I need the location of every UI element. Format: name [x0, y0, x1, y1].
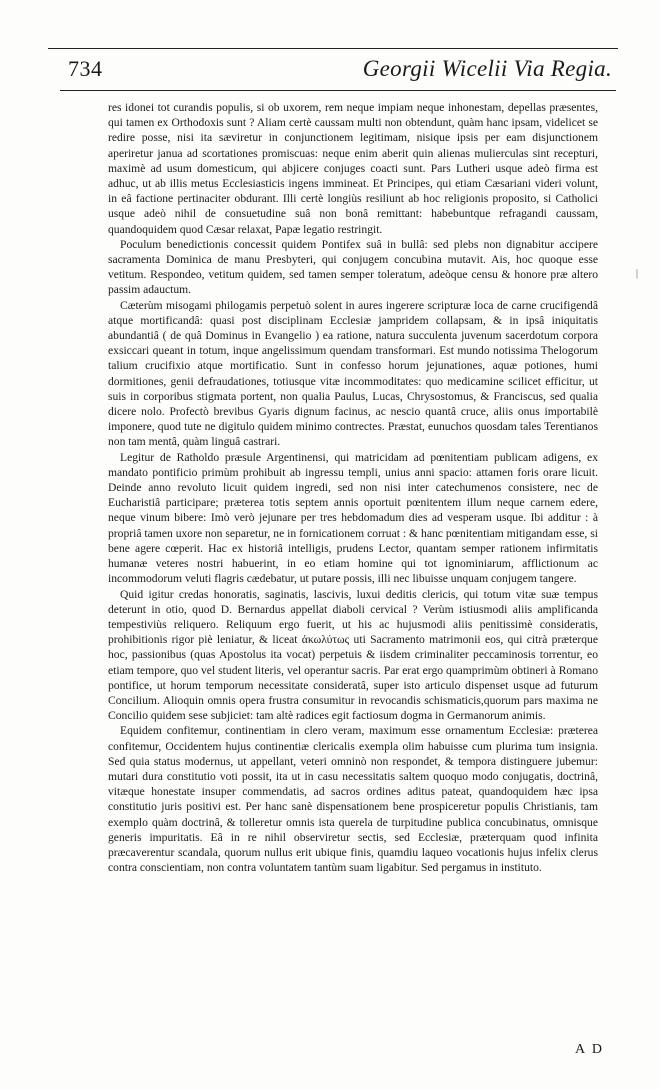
page-header: [60, 56, 612, 86]
running-title: Georgii Wicelii Via Regia.: [362, 56, 612, 81]
header-rule: [60, 90, 616, 91]
paragraph: Legitur de Ratholdo præsule Argentinensi, qui matricidam ad pœnitentiam publicam adigens, ex mandato pontificio primùm prohibuit ab ingressu templi, unius anni spacio: attamen foris orare licuit. Deinde anno revoluto licuit quidem ingredi, sed non nisi inter catechumenos consistere, nec de Eucharistiâ participare; præterea totis septem annis oportuit pœnitentem illum neque carnem edere, neque vinum bibere: Imò verò jejunare per tres hebdomadum dies ad vesperam usque. Ibi additur : à propriâ tamen uxore non separetur, ne in fornicationem corruat : & hanc pœnitentiam mitigandam esse, si bene agere cœperit. Hac ex historiâ intelligis, prudens Lector, quantam semper rationem infirmitatis humanæ veteres nostri habuerint, in eo etiam homine qui tot ignominiarum, afflictionum ac incommodorum veluti flagris cædebatur, ut putare possis, illi nec libuisse unquam conjugem tangere.: [108, 450, 598, 586]
paragraph: Cæterùm misogami philogamis perpetuò solent in aures ingerere scripturæ loca de carne crucifigendâ atque mortificandâ: quasi post disciplinam Ecclesiæ jampridem collapsam, & in ipsâ iniquitatis abundantiâ ( de quâ Dominus in Evangelio ) ea ratione, natura succulenta juvenum sacerdotum corpora exsiccari queant in totum, inque angelissimum quendam transformari. Est mundo notissima Thelogorum talium crucifixio atque mortificatio. Sunt in confesso horum jejunationes, aquæ potiones, humi dormitiones, genii defraudationes, totiusque vitæ incommoditates: quo medicamine scilicet efficitur, ut suis in corporibus stigmata portent, non qualia Paulus, Lucas, Chrysostomus, & Franciscus, sed qualia dicere nolo. Profectò brevibus Gyaris dignum facinus, ac nescio quantâ cruce, aliis onus importabilè imponere, quod tute ne digitulo quidem minimo contrectes. Præstat, eunuchos quosdam tales Terentianos non tam mentâ, quàm linguâ castrari.: [108, 298, 598, 449]
page-number: 734: [68, 56, 103, 81]
top-rule: [48, 48, 618, 49]
paragraph: Poculum benedictionis concessit quidem Pontifex suâ in bullâ: sed plebs non dignabitur accipere sacramenta Dominica de manu Presbyteri, qui conjugem concubina mutavit. Ais, hoc quoque esse vetitum. Respondeo, vetitum quidem, sed tamen semper toleratum, adeòque censu & honore præ altero passim adauctum.: [108, 237, 598, 297]
body-text: [108, 100, 598, 1070]
paragraph: Quid igitur credas honoratis, saginatis, lascivis, luxui deditis clericis, qui totum vitæ suæ tempus deterunt in otio, quod D. Bernardus appellat diaboli cervical ? Verùm istiusmodi aliis amplificanda tempestiviùs reliquero. Reliquum ergo fuerit, ut his ac hujusmodi aliis penitissimè consideratis, prohibitionis rigor piè leniatur, & liceat ἀκωλύτως uti Sacramento matrimonii eos, qui citrà præterque hoc, passionibus (quas Apostolus ita vocat) perpetuis & iisdem criminaliter peccaminosis torrentur, eo etiam tempore, quo vel student literis, vel operantur sacris. Par erat ergo quamprimùm obtineri à Romano pontifice, ut horum temporum necessitate consideratâ, super isto articulo dispenset usque ad futurum Concilium. Alioquin omnis opera frustra consumitur in revocandis schismaticis,quorum pars maxima ne Concilio quidem sese subjiciet: tam altè radices egit factiosum dogma in Germanorum animis.: [108, 587, 598, 723]
paragraph: res idonei tot curandis populis, si ob uxorem, rem neque impiam neque inhonestam, depellas præsentes, qui tamen ex Orthodoxis sunt ? Aliam certè caussam multi non obtendunt, quàm hanc ipsam, videlicet se redire posse, nisi ita sæviretur in conjunctionem legitimam, nisique ipsis per eam disjunctionem aperiretur janua ad scortationes promiscuas: neque enim aberit quin alienas mulierculas sint recepturi, maximè ad usum domesticum, qui abjicere conjuges coacti sunt. Pars Lutheri usque adeò firma est adhuc, ut ab illis metus Ecclesiasticis ingens immineat. Et Principes, qui etiam Cæsariani videri volunt, in eâ factione pertinaciter obdurant. Illi certè longiùs resiliunt ab hoc religionis proposito, si Catholici usque adeò nihil de consuetudine suâ non bonâ remittant: habebuntque refragandi caussam, quandoquidem quod Cæsar relaxat, Papæ legatio restringit.: [108, 101, 598, 236]
catchword: A D: [575, 1042, 604, 1057]
paragraph: Equidem confitemur, continentiam in clero veram, maximum esse ornamentum Ecclesiæ: præterea confitemur, Occidentem hujus continentiæ clericalis exempla olim habuisse cum plurima tum insignia. Sed quia status modernus, ut appellant, veteri omninò non respondet, & tempora distinguere jubemur: mutari dura constitutio voti possit, ita ut in casu necessitatis saltem quoquo modo conjugatis, doctrinâ, vitæque honestate insuper commendatis, ad sacros ordines aditus pateat, quandoquidem hæc ipsa constitutio juris positivi est. Per hanc sanè dispensationem bene prospiceretur populis Christianis, tam exemplo quàm doctrinâ, & tolleretur omnis ista querela de turpitudine publica concubinatus, omnisque generis impuritatis. Eâ in re nihil observiretur sectis, sed Ecclesiæ, præterquam quod infinita præcaverentur scandala, quorum nullus erit ubique finis, quamdiu laqueo vocationis hujus infelix clerus contra conscientiam, non contra voluntatem tantùm suam ligabitur. Sed pergamus in instituto.: [108, 724, 598, 875]
margin-mark: |: [636, 268, 639, 279]
